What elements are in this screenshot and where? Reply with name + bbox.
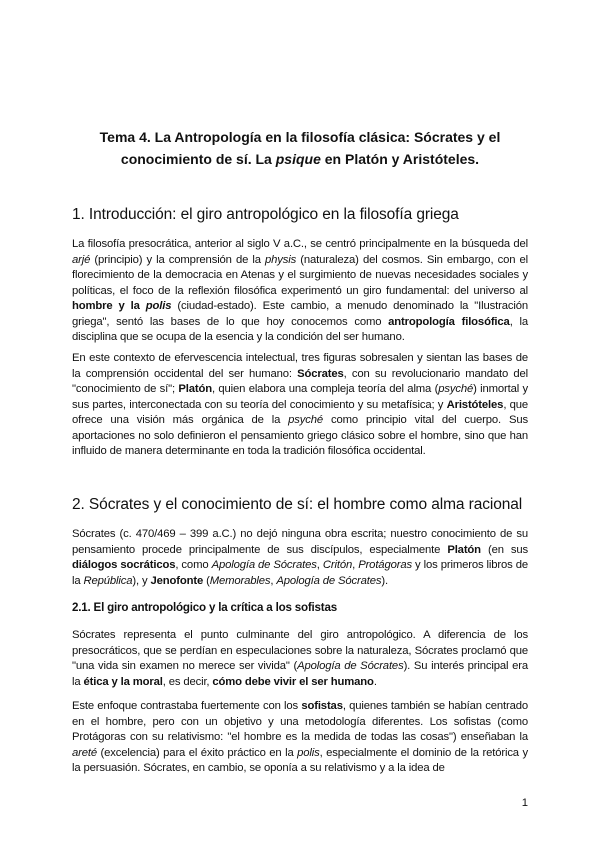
text: , especialmente el dominio de la retórica y la persuasión. Sócrates, en cambio, se oponía a su relativismo y a la idea de (72, 746, 528, 774)
text: Critón (322, 559, 353, 571)
text: como principio vital del cuerpo. Sus aportaciones no solo definieron el pensamiento griego clásico sobre el hombre, sino que han influido de manera determinante en toda la tradición filosófica occidental. (72, 414, 528, 457)
text: ( (203, 574, 210, 587)
text: La filosofía presocrática, anterior al siglo V a.C., se centró principalmente en la búsqueda del (72, 238, 528, 250)
text: Jenofonte (150, 574, 204, 587)
text: Sócrates (297, 367, 344, 380)
text: sofistas (301, 700, 343, 712)
text: (ciudad-estado). Este cambio, a menudo denominado la "Ilustración griega", sentó las bases de lo que hoy conocemos como (72, 300, 528, 328)
title-psique: psique (275, 151, 321, 167)
text: Apología de Sócrates (211, 559, 317, 571)
text: ). Su interés principal era la (72, 660, 528, 688)
subsection-2-1-paragraph-1 (72, 628, 528, 690)
section-1-paragraph-2 (72, 351, 528, 460)
text: ética y la moral (83, 675, 163, 688)
text: Sócrates representa el punto culminante del giro antropológico. A diferencia de los presocráticos, que se perdían en especulaciones sobre la naturaleza, Sócrates proclamó que "una vida sin examen no merece ser vivida" ( (72, 629, 528, 672)
text: Protágoras (358, 559, 412, 571)
text: Platón (178, 383, 213, 395)
text: Este enfoque contrastaba fuertemente con los (72, 700, 302, 712)
section-2-heading: 2. Sócrates y el conocimiento de sí: el hombre como alma racional (72, 496, 523, 513)
subsection-2-1-heading: 2.1. El giro antropológico y la crítica a los sofistas (72, 601, 337, 614)
section-2-paragraph-1 (72, 527, 528, 589)
text: Sócrates (c. 470/469 – 399 a.C.) no dejó ninguna obra escrita; nuestro conocimiento de su pensamiento procede principalmente de sus discípulos, especialmente (72, 528, 528, 556)
text: psyché (288, 414, 324, 426)
page-number: 1 (521, 797, 528, 809)
text: polis (145, 300, 172, 312)
text: ). (381, 574, 388, 587)
text: , (352, 559, 359, 571)
text: , quienes también se habían centrado en el hombre, pero con un objetivo y una metodología diferentes. Los sofistas (como Protágoras con su relativismo: "el hombre es la medida de todas las cosas") enseñaban la (72, 700, 528, 743)
section-1-paragraph-1 (72, 237, 528, 346)
text: (excelencia) para el éxito práctico en la (97, 746, 298, 759)
text: , que ofrece una visión más orgánica de la (72, 398, 528, 426)
text: , (270, 574, 277, 587)
text: . (373, 675, 377, 688)
text: Platón (447, 543, 481, 556)
text: psyché (438, 383, 474, 395)
text: Apología de Sócrates (276, 574, 382, 587)
title-line-2-end: en Platón y Aristóteles. (320, 151, 480, 167)
text: (principio) y la comprensión de la (90, 253, 266, 266)
text: y los primeros libros de la (72, 559, 528, 587)
text: physis (265, 253, 297, 266)
subsection-2-1-paragraph-2 (72, 699, 528, 777)
text: Aristóteles (446, 398, 504, 411)
text: , es decir, (162, 675, 213, 688)
text: (en sus (480, 543, 528, 556)
text: ), y (132, 574, 151, 587)
text: , quien elabora una compleja teoría del alma ( (212, 383, 439, 395)
text: , con su revolucionario mandato del "conocimiento de sí"; (72, 367, 528, 395)
text: , la disciplina que se ocupa de la esencia y la condición del ser humano. (72, 315, 528, 343)
text: Memorables (209, 574, 271, 587)
text: arjé (72, 253, 91, 266)
title-line-2: conocimiento de sí. La (120, 151, 276, 167)
text: polis (297, 746, 320, 759)
text: areté (72, 746, 97, 759)
text: , como (175, 559, 212, 571)
text: , (316, 559, 323, 571)
text: Apología de Sócrates (297, 660, 404, 672)
text: antropología filosófica (388, 315, 510, 328)
text: ) inmortal y sus partes, interconectada con su teoría del conocimiento y su metafísica; y (72, 383, 528, 411)
text: cómo debe vivir el ser humano (212, 675, 374, 688)
document-title (72, 126, 528, 170)
title-line-1: Tema 4. La Antropología en la filosofía clásica: Sócrates y el (99, 129, 501, 145)
text: República (83, 574, 133, 587)
text: hombre y la (72, 300, 146, 312)
text: (naturaleza) del cosmos. Sin embargo, con el florecimiento de la democracia en Atenas y el surgimiento de nuevas necesidades sociales y políticas, el foco de la reflexión filosófica experimentó un giro fundamental: del universo al (72, 253, 528, 297)
text: diálogos socráticos (72, 559, 176, 571)
text: En este contexto de efervescencia intelectual, tres figuras sobresalen y sientan las bases de la comprensión occidental del ser humano: (72, 352, 528, 380)
section-1-heading: 1. Introducción: el giro antropológico en la filosofía griega (72, 206, 459, 223)
